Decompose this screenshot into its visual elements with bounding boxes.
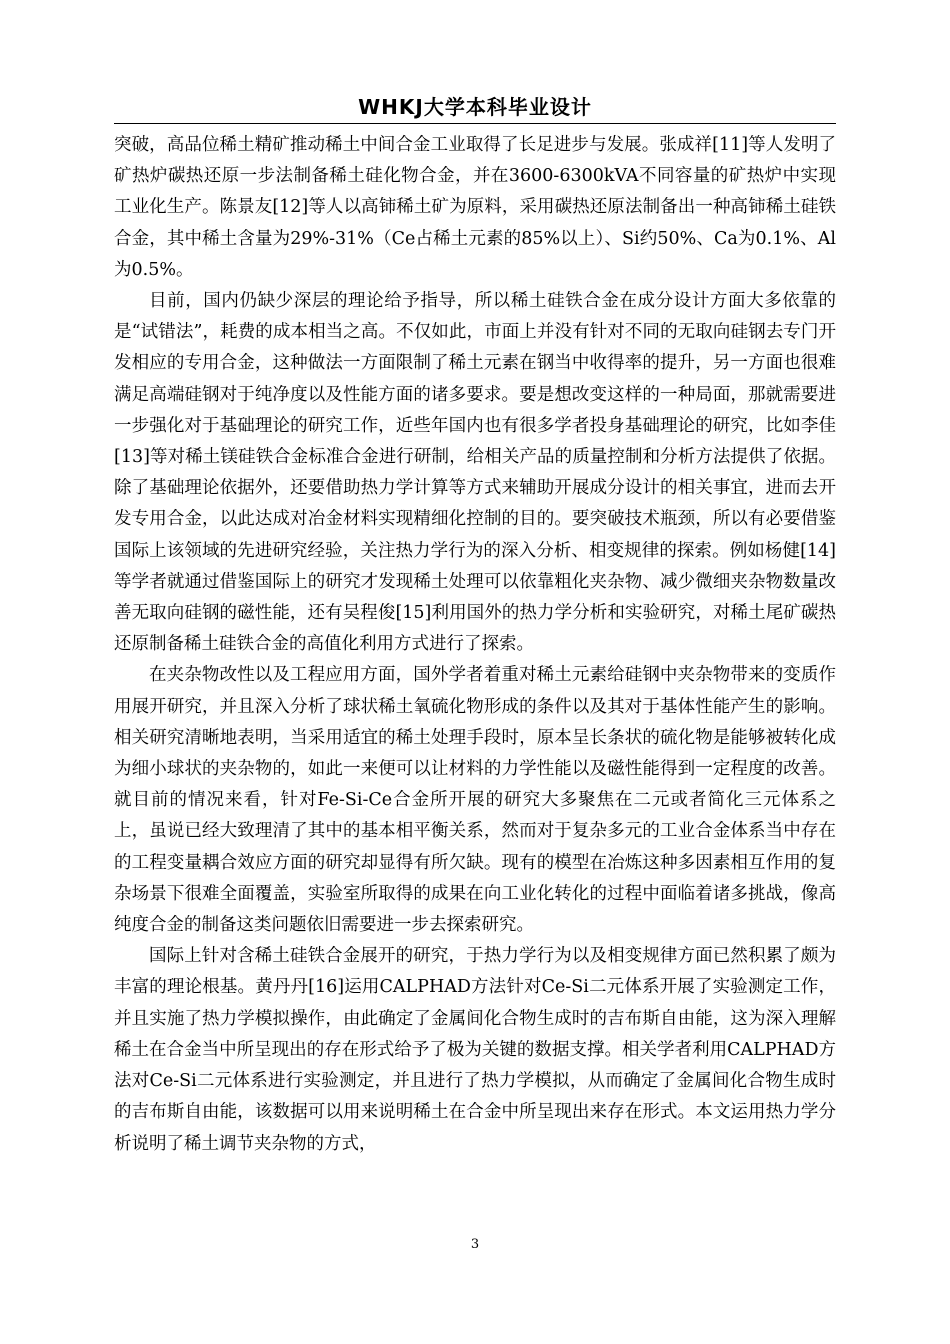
paragraph-1: 突破，高品位稀土精矿推动稀土中间合金工业取得了长足进步与发展。张成祥[11]等人发明了矿热炉碳热还原一步法制备稀土硅化物合金，并在3600-6300kVA不同容量的矿热炉中实现工业化生产。陈景友[12]等人以高铈稀土矿为原料，采用碳热还原法制备出一种高铈稀土硅铁合金，其中稀土含量为29%-31%（Ce占稀土元素的85%以上）、Si约50%、Ca为0.1%、Al为0.5%。	[114, 135, 836, 280]
header-divider	[114, 123, 836, 124]
paragraph-2: 目前，国内仍缺少深层的理论给予指导，所以稀土硅铁合金在成分设计方面大多依靠的是“试错法”，耗费的成本相当之高。不仅如此，市面上并没有针对不同的无取向硅钢去专门开发相应的专用合金，这种做法一方面限制了稀土元素在钢当中收得率的提升，另一方面也很难满足高端硅钢对于纯净度以及性能方面的诸多要求。要是想改变这样的一种局面，那就需要进一步强化对于基础理论的研究工作，近些年国内也有很多学者投身基础理论的研究，比如李佳[13]等对稀土镁硅铁合金标准合金进行研制，给相关产品的质量控制和分析方法提供了依据。除了基础理论依据外，还要借助热力学计算等方式来辅助开展成分设计的相关事宜，进而去开发专用合金，以此达成对冶金材料实现精细化控制的目的。要突破技术瓶颈，所以有必要借鉴国际上该领域的先进研究经验，关注热力学行为的深入分析、相变规律的探索。例如杨健[14]等学者就通过借鉴国际上的研究才发现稀土处理可以依靠粗化夹杂物、减少微细夹杂物数量改善无取向硅钢的磁性能，还有吴程俊[15]利用国外的热力学分析和实验研究，对稀土尾矿碳热还原制备稀土硅铁合金的高值化利用方式进行了探索。	[114, 291, 836, 655]
paragraph-3: 在夹杂物改性以及工程应用方面，国外学者着重对稀土元素给硅钢中夹杂物带来的变质作用展开研究，并且深入分析了球状稀土氧硫化物形成的条件以及其对于基体性能产生的影响。相关研究清晰地表明，当采用适宜的稀土处理手段时，原本呈长条状的硫化物是能够被转化成为细小球状的夹杂物的，如此一来便可以让材料的力学性能以及磁性能得到一定程度的改善。就目前的情况来看，针对Fe-Si-Ce合金所开展的研究大多聚焦在二元或者简化三元体系之上，虽说已经大致理清了其中的基本相平衡关系，然而对于复杂多元的工业合金体系当中存在的工程变量耦合效应方面的研究却显得有所欠缺。现有的模型在冶炼这种多因素相互作用的复杂场景下很难全面覆盖，实验室所取得的成果在向工业化转化的过程中面临着诸多挑战，像高纯度合金的制备这类问题依旧需要进一步去探索研究。	[114, 665, 836, 936]
paragraph-4: 国际上针对含稀土硅铁合金展开的研究，于热力学行为以及相变规律方面已然积累了颇为丰富的理论根基。黄丹丹[16]运用CALPHAD方法针对Ce-Si二元体系开展了实验测定工作，并且实施了热力学模拟操作，由此确定了金属间化合物生成时的吉布斯自由能，这为深入理解稀土在合金当中所呈现出的存在形式给予了极为关键的数据支撑。相关学者利用CALPHAD方法对Ce-Si二元体系进行实验测定，并且进行了热力学模拟，从而确定了金属间化合物生成时的吉布斯自由能，该数据可以用来说明稀土在合金中所呈现出来存在形式。本文运用热力学分析说明了稀土调节夹杂物的方式，	[114, 946, 836, 1154]
page-number: 3	[470, 1237, 480, 1252]
body-text	[114, 130, 836, 1160]
page-header-title: WHKJ大学本科毕业设计	[358, 95, 592, 119]
